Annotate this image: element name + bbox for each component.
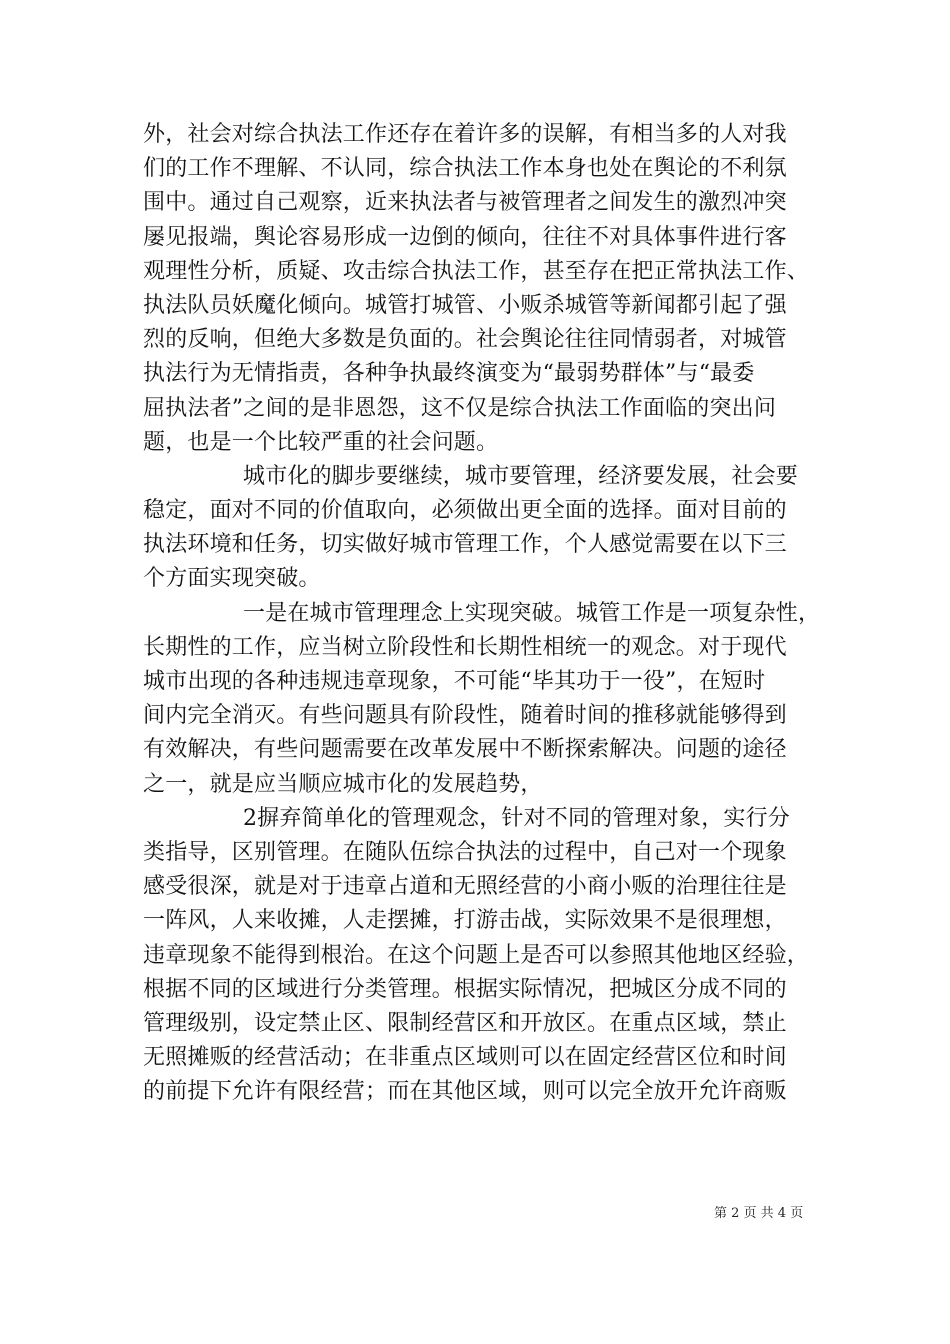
body-text: [143, 118, 821, 1109]
paragraph-1: [143, 118, 808, 460]
text-line: 的前提下允许有限经营；而在其他区域，则可以完全放开允许商贩: [143, 1079, 787, 1105]
page-number-footer: 第 2 页 共 4 页: [714, 1206, 804, 1221]
text-line: 围中。通过自己观察，近来执法者与被管理者之间发生的激烈冲突: [143, 190, 787, 216]
text-line: 无照摊贩的经营活动；在非重点区域则可以在固定经营区位和时间: [143, 1045, 787, 1071]
paragraph-3: [143, 597, 821, 802]
text-line: 题，也是一个比较严重的社会问题。: [143, 429, 499, 455]
text-line: 城市化的脚步要继续，城市要管理，经济要发展，社会要: [243, 463, 799, 489]
text-line: 观理性分析，质疑、攻击综合执法工作，甚至存在把正常执法工作、: [143, 258, 810, 284]
paragraph-4: [143, 802, 808, 1110]
text-line: 执法行为无情指责，各种争执最终演变为“最弱势群体”与“最委: [143, 361, 755, 387]
paragraph-2: [143, 460, 808, 597]
text-line: 有效解决，有些问题需要在改革发展中不断探索解决。问题的途径: [143, 737, 787, 763]
text-line: 违章现象不能得到根治。在这个问题上是否可以参照其他地区经验，: [143, 942, 810, 968]
text-line: 管理级别，设定禁止区、限制经营区和开放区。在重点区域，禁止: [143, 1010, 787, 1036]
text-line: 屡见报端，舆论容易形成一边倒的倾向，往往不对具体事件进行客: [143, 224, 787, 250]
text-line: 城市出现的各种违规违章现象，不可能“毕其功于一役”，在短时: [143, 669, 766, 694]
text-line: 外，社会对综合执法工作还存在着许多的误解，有相当多的人对我: [143, 122, 787, 147]
text-line: 执法环境和任务，切实做好城市管理工作，个人感觉需要在以下三: [143, 532, 787, 558]
text-line: 2摒弃简单化的管理观念，针对不同的管理对象，实行分: [243, 805, 790, 831]
text-line: 一是在城市管理理念上实现突破。城管工作是一项复杂性，: [243, 600, 821, 626]
text-line: 之一，就是应当顺应城市化的发展趋势，: [143, 771, 543, 797]
text-line: 一阵风，人来收摊，人走摆摊，打游击战，实际效果不是很理想，: [143, 908, 787, 934]
text-line: 稳定，面对不同的价值取向，必须做出更全面的选择。面对目前的: [143, 498, 787, 524]
text-line: 执法队员妖魔化倾向。城管打城管、小贩杀城管等新闻都引起了强: [143, 292, 787, 318]
text-line: 们的工作不理解、不认同，综合执法工作本身也处在舆论的不利氛: [143, 156, 787, 182]
text-line: 根据不同的区域进行分类管理。根据实际情况，把城区分成不同的: [143, 976, 787, 1002]
text-line: 间内完全消灭。有些问题具有阶段性，随着时间的推移就能够得到: [143, 703, 787, 729]
text-line: 个方面实现突破。: [143, 566, 321, 592]
text-line: 长期性的工作，应当树立阶段性和长期性相统一的观念。对于现代: [143, 634, 787, 660]
text-line: 类指导，区别管理。在随队伍综合执法的过程中，自己对一个现象: [143, 839, 787, 865]
text-line: 感受很深，就是对于违章占道和无照经营的小商小贩的治理往往是: [143, 874, 787, 900]
text-line: 烈的反响，但绝大多数是负面的。社会舆论往往同情弱者，对城管: [143, 327, 787, 353]
text-line: 屈执法者”之间的是非恩怨，这不仅是综合执法工作面临的突出问: [143, 395, 777, 421]
